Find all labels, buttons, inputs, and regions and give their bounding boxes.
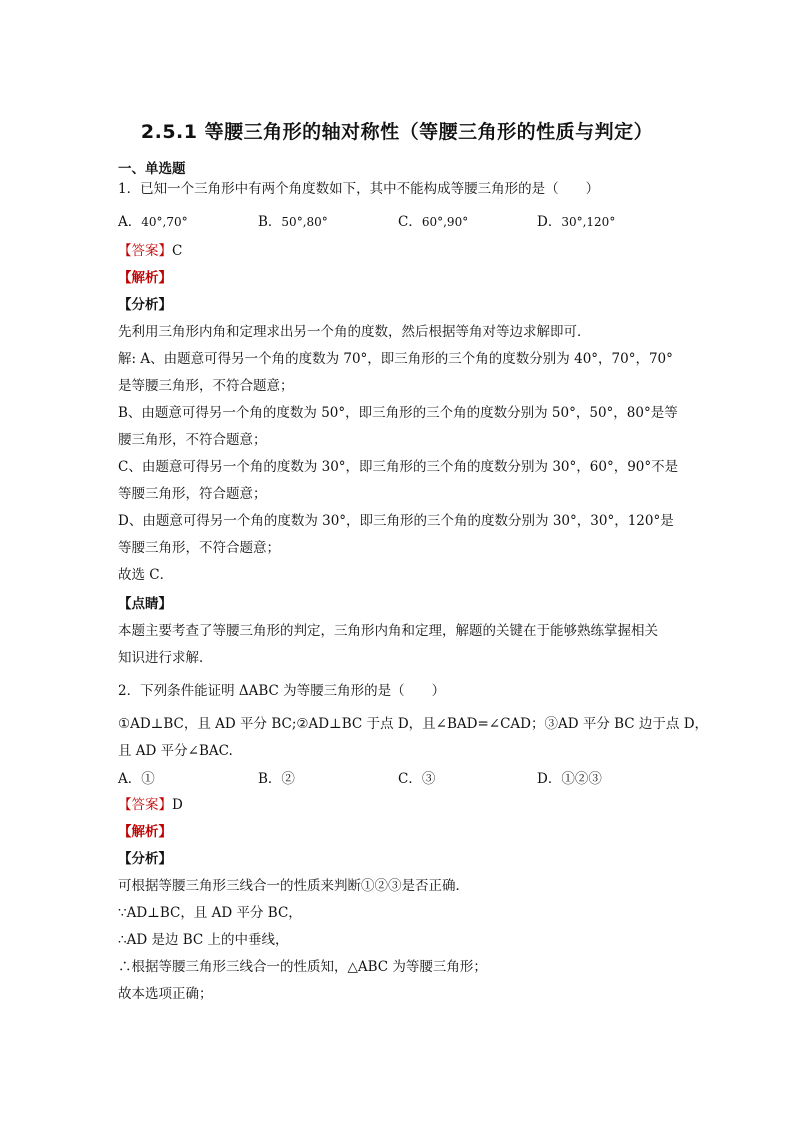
option-letter: D．: [537, 214, 562, 230]
q2-option-d: [537, 770, 602, 788]
option-value: ②: [281, 771, 295, 787]
q2-analysis-line-3: ∴AD 是边 BC 上的中垂线，: [118, 932, 289, 948]
option-value: ③: [421, 771, 436, 787]
option-letter: A．: [118, 771, 142, 787]
option-value: 30°,120°: [561, 215, 616, 229]
q2-condition-line-1: ①AD⊥BC，且 AD 平分 BC;②AD⊥BC 于点 D，且∠BAD=∠CAD；③AD 平分 BC 边于点 D，: [118, 716, 709, 732]
q1-fenxi-tag: 【分析】: [118, 297, 172, 313]
option-letter: A．: [118, 214, 142, 230]
q2-stem: 2．下列条件能证明 ΔABC 为等腰三角形的是（ ）: [118, 683, 446, 699]
q2-option-c: [398, 770, 435, 788]
option-letter: C．: [398, 771, 422, 787]
q1-analysis-line-10: 故选 C．: [118, 567, 174, 583]
option-letter: D．: [537, 771, 562, 787]
q1-analysis-line-6: C、由题意可得另一个角的度数为 30°，即三角形的三个角的度数分别为 30°，60°，90°不是: [118, 459, 679, 475]
q2-analysis-line-2: ∵AD⊥BC，且 AD 平分 BC，: [118, 905, 302, 921]
q2-option-b: [258, 770, 295, 788]
answer-tag: 【答案】: [118, 797, 172, 813]
q1-option-b: [258, 213, 328, 231]
q1-analysis-line-7: 等腰三角形，符合题意；: [118, 486, 267, 502]
q2-jiexi-tag: 【解析】: [118, 824, 172, 840]
q1-answer: [118, 242, 182, 260]
q1-dianjing-tag: 【点睛】: [118, 596, 172, 612]
option-value: ①: [141, 771, 155, 787]
q2-condition-line-2: 且 AD 平分∠BAC.: [118, 743, 233, 759]
option-value: 40°,70°: [141, 215, 188, 229]
option-letter: B．: [258, 214, 282, 230]
q1-analysis-line-5: 腰三角形，不符合题意；: [118, 432, 267, 448]
option-letter: B．: [258, 771, 282, 787]
section-heading: 一、单选题: [118, 161, 186, 177]
document-title: 2.5.1 等腰三角形的轴对称性（等腰三角形的性质与判定）: [140, 121, 654, 143]
q1-dianjing-line-2: 知识进行求解．: [118, 650, 213, 666]
q2-analysis-line-4: ∴根据等腰三角形三线合一的性质知，△ABC 为等腰三角形；: [118, 959, 487, 975]
q1-analysis-line-2: 解: A、由题意可得另一个角的度数为 70°，即三角形的三个角的度数分别为 40°，70°，70°: [118, 351, 673, 367]
answer-value: C: [172, 243, 183, 259]
option-value: 50°,80°: [281, 215, 328, 229]
q1-analysis-line-4: B、由题意可得另一个角的度数为 50°，即三角形的三个角的度数分别为 50°，50°，80°是等: [118, 405, 678, 421]
q2-option-a: [118, 770, 155, 788]
q1-analysis-line-9: 等腰三角形，不符合题意；: [118, 540, 280, 556]
q1-analysis-line-3: 是等腰三角形，不符合题意；: [118, 378, 294, 394]
answer-value: D: [172, 797, 183, 813]
q1-option-c: [398, 213, 468, 231]
q1-analysis-line-8: D、由题意可得另一个角的度数为 30°，即三角形的三个角的度数分别为 30°，30°，120°是: [118, 513, 674, 529]
q2-analysis-line-1: 可根据等腰三角形三线合一的性质来判断①②③是否正确．: [118, 878, 469, 894]
q1-option-d: [537, 213, 615, 231]
q2-analysis-line-5: 故本选项正确；: [118, 986, 213, 1002]
q1-dianjing-line-1: 本题主要考查了等腰三角形的判定，三角形内角和定理，解题的关键在于能够熟练掌握相关: [118, 623, 658, 639]
option-value: ①②③: [561, 771, 602, 787]
option-value: 60°,90°: [421, 215, 469, 229]
answer-tag: 【答案】: [118, 243, 172, 259]
q1-jiexi-tag: 【解析】: [118, 270, 172, 286]
q1-analysis-line-1: 先利用三角形内角和定理求出另一个角的度数，然后根据等角对等边求解即可．: [118, 324, 591, 340]
q2-fenxi-tag: 【分析】: [118, 851, 172, 867]
q2-answer: [118, 796, 183, 814]
q1-stem: 1．已知一个三角形中有两个角度数如下，其中不能构成等腰三角形的是（ ）: [118, 181, 600, 197]
option-letter: C．: [398, 214, 422, 230]
q1-option-a: [118, 213, 188, 231]
